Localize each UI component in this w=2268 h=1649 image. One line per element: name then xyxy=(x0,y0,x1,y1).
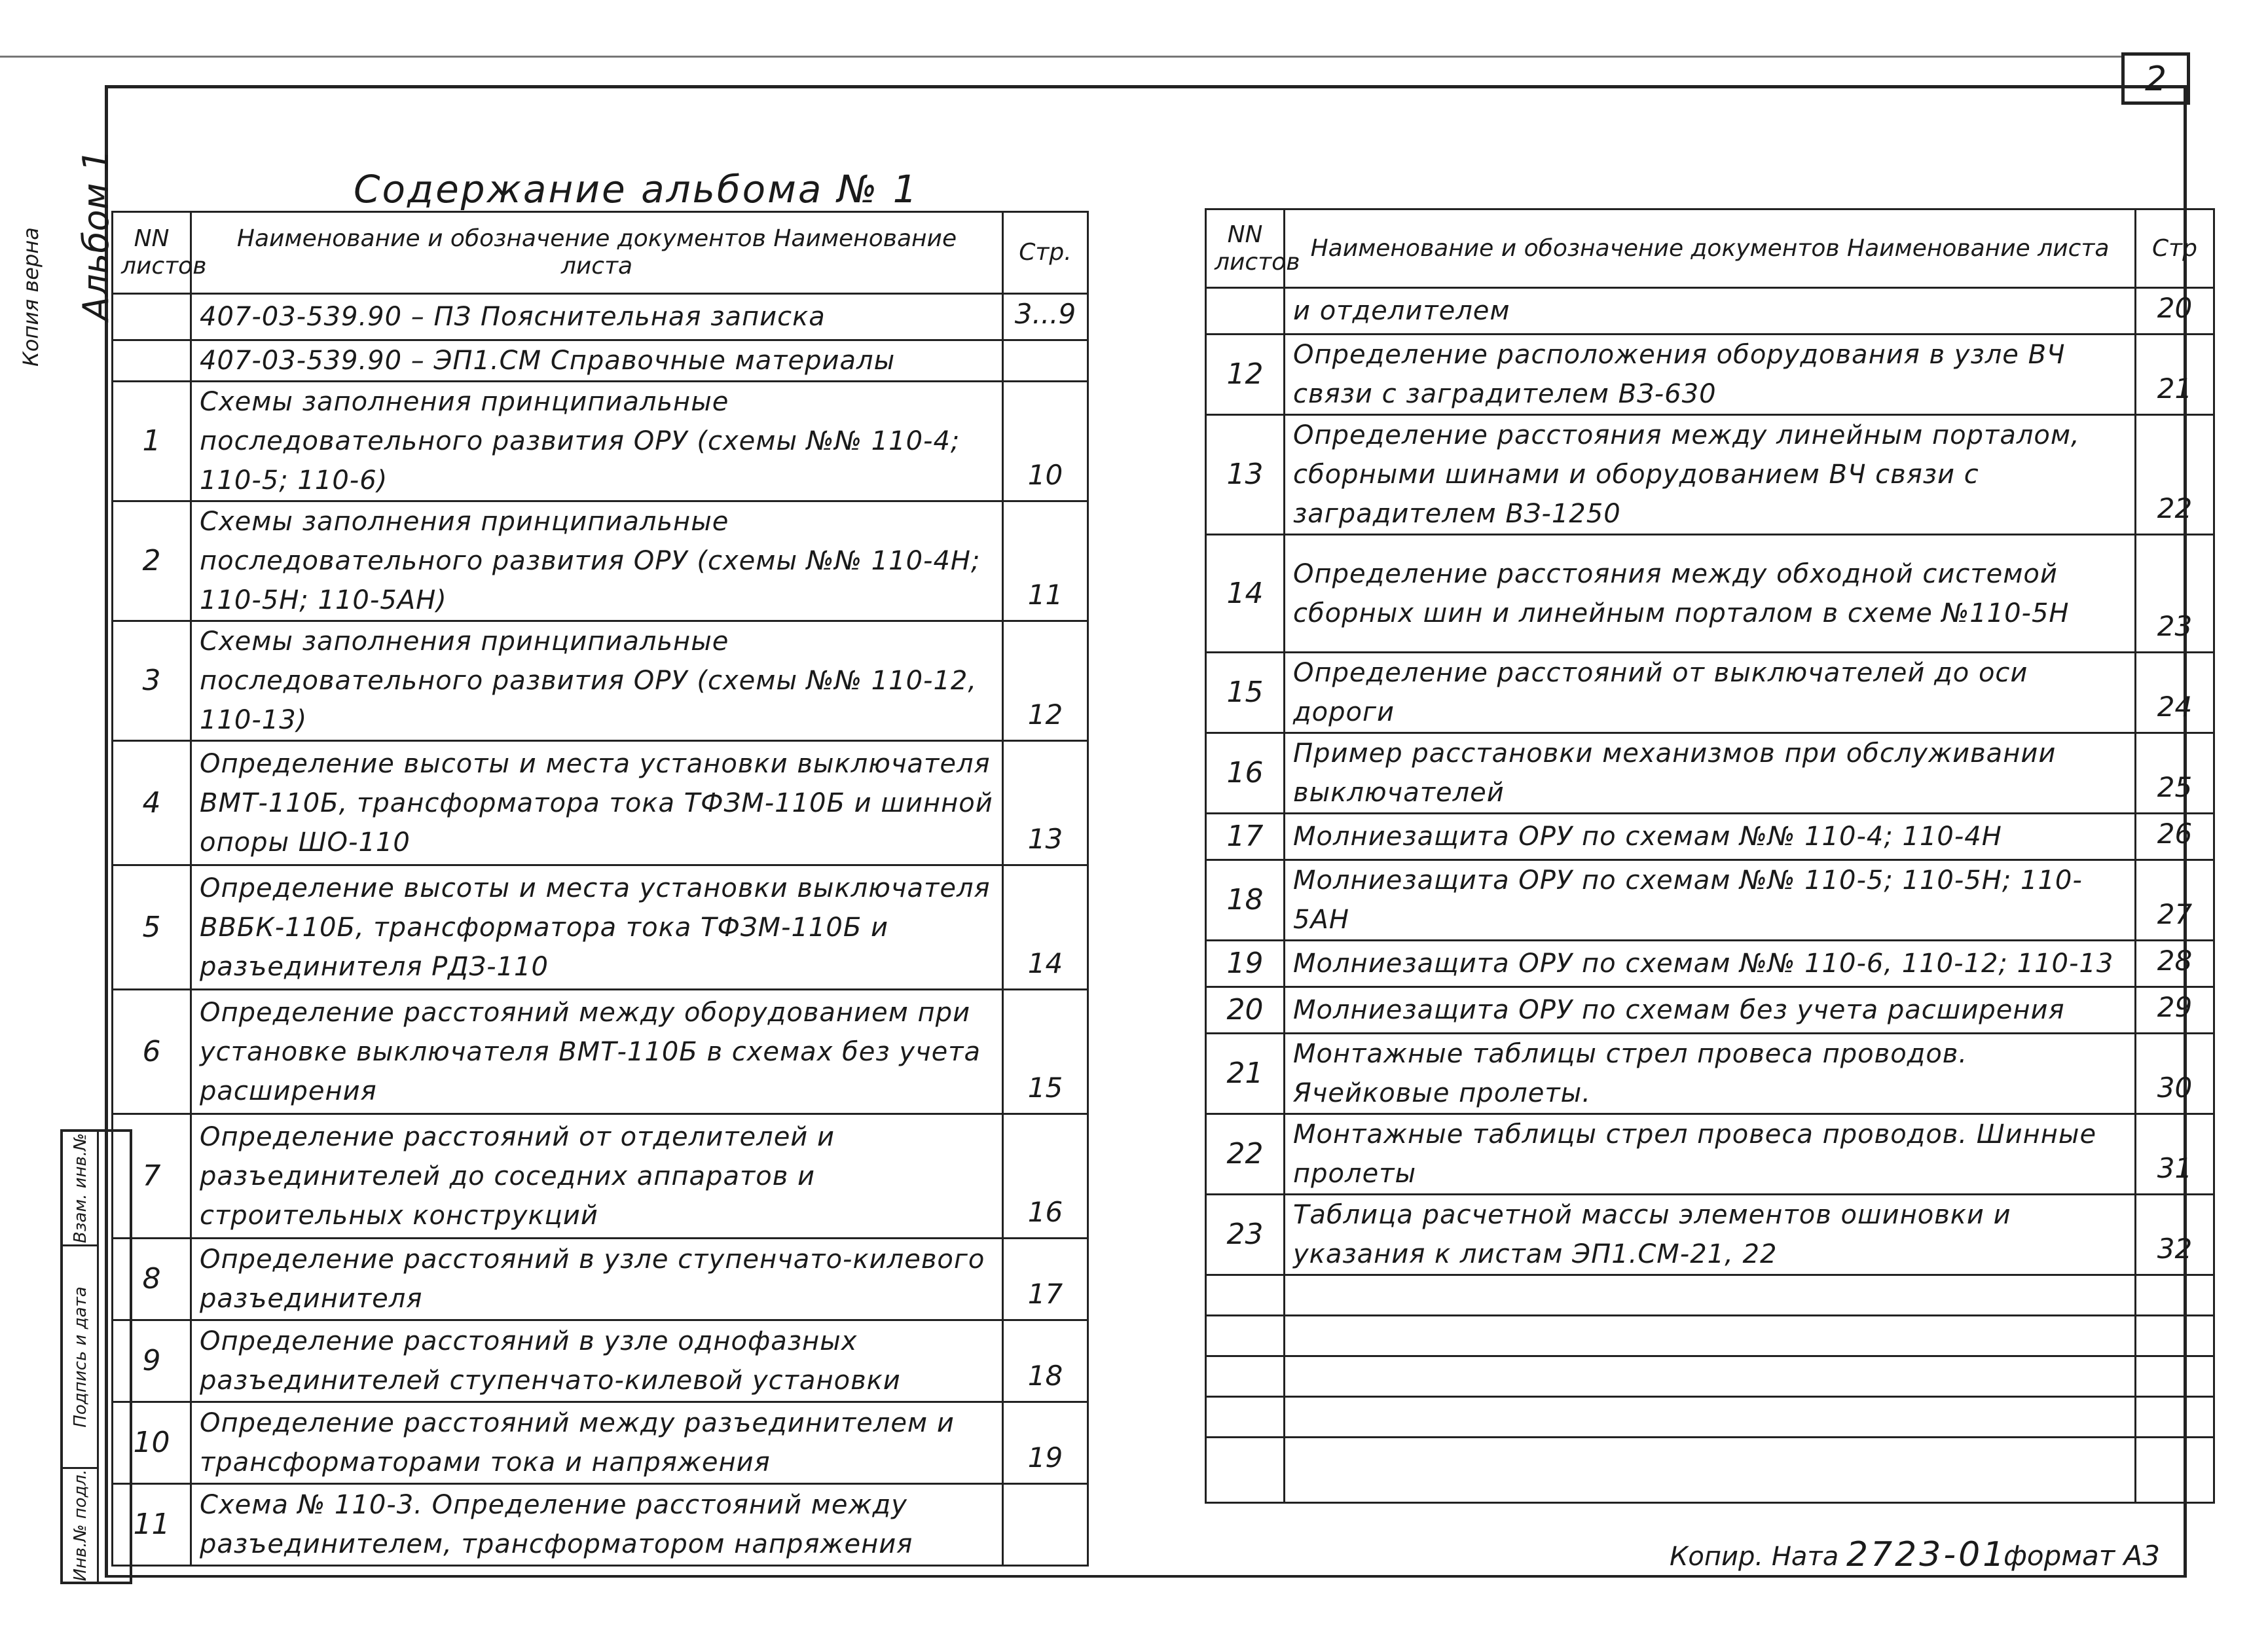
table-row xyxy=(1206,1438,2214,1503)
contents-table-right xyxy=(1205,208,2215,1504)
sheet-title xyxy=(1285,1397,2136,1438)
page-number-cell: 17 xyxy=(1003,1239,1088,1320)
page-number-cell: 12 xyxy=(1003,621,1088,741)
sheet-number xyxy=(113,294,191,340)
sheet-title xyxy=(1285,1356,2136,1397)
sheet-title: Определение расстояния между обходной системой сборных шин и линейным порталом в схеме №110-5Н xyxy=(1285,535,2136,653)
page-number-cell: 13 xyxy=(1003,741,1088,865)
table-row xyxy=(113,294,1088,340)
sheet-title: Определение расстояний от отделителей и разъединителей до соседних аппаратов и строительных конструкций xyxy=(191,1114,1003,1239)
sheet-number: 22 xyxy=(1206,1114,1285,1195)
stamp-cell-replace-inv: Взам. инв.№ xyxy=(63,1132,98,1246)
table-row xyxy=(113,340,1088,382)
page-number-cell: 3...9 xyxy=(1003,294,1088,340)
table-row xyxy=(1206,288,2214,335)
table-row xyxy=(113,382,1088,501)
sheet-number: 19 xyxy=(1206,941,1285,987)
page-number-cell: 18 xyxy=(1003,1320,1088,1402)
page-number-cell: 19 xyxy=(1003,1402,1088,1484)
sheet-title: Молниезащита ОРУ по схемам №№ 110-5; 110-5Н; 110-5АН xyxy=(1285,860,2136,941)
sheet-number: 20 xyxy=(1206,987,1285,1034)
sheet-number: 21 xyxy=(1206,1034,1285,1114)
sheet-title: Определение высоты и места установки выключателя ВМТ-110Б, трансформатора тока ТФЗМ-110Б и шинной опоры ШО-110 xyxy=(191,741,1003,865)
table-row xyxy=(113,1114,1088,1239)
sheet-title: Схемы заполнения принципиальные последовательного развития ОРУ (схемы №№ 110-4; 110-5; 110-6) xyxy=(191,382,1003,501)
table-row xyxy=(1206,1195,2214,1275)
table-row xyxy=(113,865,1088,990)
sheet-number: 5 xyxy=(113,865,191,990)
table-row xyxy=(113,1239,1088,1320)
table-row xyxy=(1206,415,2214,535)
page-number-cell xyxy=(2136,1356,2214,1397)
sheet-number: 14 xyxy=(1206,535,1285,653)
table-row xyxy=(1206,535,2214,653)
sheet-number: 7 xyxy=(113,1114,191,1239)
sheet-title: Молниезащита ОРУ по схемам №№ 110-4; 110-4Н xyxy=(1285,814,2136,860)
top-rule xyxy=(0,56,2121,58)
sheet-number xyxy=(1206,1356,1285,1397)
sheet-title: Пример расстановки механизмов при обслуживании выключателей xyxy=(1285,733,2136,814)
sheet-title: Таблица расчетной массы элементов ошиновки и указания к листам ЭП1.СМ-21, 22 xyxy=(1285,1195,2136,1275)
table-row xyxy=(113,741,1088,865)
table-row xyxy=(1206,1316,2214,1356)
stamp-cell-signature: Подпись и дата xyxy=(63,1246,98,1469)
album-label: Альбом 1 xyxy=(75,149,117,321)
page-number-cell: 28 xyxy=(2136,941,2214,987)
page-number-cell: 20 xyxy=(2136,288,2214,335)
sheet-number xyxy=(1206,1438,1285,1503)
page-title: Содержание альбома № 1 xyxy=(354,167,919,211)
sheet-title: Схемы заполнения принципиальные последовательного развития ОРУ (схемы №№ 110-12, 110-13) xyxy=(191,621,1003,741)
sheet-title: Определение расстояний от выключателей до оси дороги xyxy=(1285,653,2136,733)
table-row xyxy=(1206,1114,2214,1195)
sheet-number: 13 xyxy=(1206,415,1285,535)
header-page: Стр. xyxy=(1003,212,1088,294)
table-row xyxy=(1206,1034,2214,1114)
sheet-number: 15 xyxy=(1206,653,1285,733)
page-number-cell xyxy=(1003,340,1088,382)
document-number: 2723-01 xyxy=(1846,1535,2007,1574)
table-row xyxy=(1206,1275,2214,1316)
table-row xyxy=(1206,653,2214,733)
table-row xyxy=(113,990,1088,1114)
page-number-cell: 22 xyxy=(2136,415,2214,535)
page-number-cell: 21 xyxy=(2136,335,2214,415)
sheet-title: 407-03-539.90 – ПЗ Пояснительная записка xyxy=(191,294,1003,340)
sheet-title: Схема № 110-3. Определение расстояний между разъединителем, трансформатором напряжения xyxy=(191,1484,1003,1566)
page-number-cell xyxy=(2136,1397,2214,1438)
page-number-cell xyxy=(1003,1484,1088,1566)
sheet-title: и отделителем xyxy=(1285,288,2136,335)
header-sheet-num: NN листов xyxy=(1206,209,1285,288)
sheet-number: 6 xyxy=(113,990,191,1114)
page-number-cell: 27 xyxy=(2136,860,2214,941)
sheet-title: 407-03-539.90 – ЭП1.СМ Справочные материалы xyxy=(191,340,1003,382)
sheet-title: Молниезащита ОРУ по схемам №№ 110-6, 110-12; 110-13 xyxy=(1285,941,2136,987)
table-row xyxy=(1206,335,2214,415)
header-sheet-num: NN листов xyxy=(113,212,191,294)
sheet-title: Молниезащита ОРУ по схемам без учета расширения xyxy=(1285,987,2136,1034)
sheet-number xyxy=(1206,1397,1285,1438)
sheet-number: 18 xyxy=(1206,860,1285,941)
sheet-title xyxy=(1285,1438,2136,1503)
sheet-title: Определение расположения оборудования в узле ВЧ связи с заградителем ВЗ-630 xyxy=(1285,335,2136,415)
page-number-cell: 26 xyxy=(2136,814,2214,860)
paper-format: формат А3 xyxy=(2003,1540,2160,1572)
sheet-title xyxy=(1285,1275,2136,1316)
table-row xyxy=(113,501,1088,621)
page-number-cell xyxy=(2136,1438,2214,1503)
sheet-number: 4 xyxy=(113,741,191,865)
page-number-cell: 25 xyxy=(2136,733,2214,814)
table-row xyxy=(113,621,1088,741)
sheet-number xyxy=(1206,1316,1285,1356)
page-number-cell: 32 xyxy=(2136,1195,2214,1275)
sheet-number: 17 xyxy=(1206,814,1285,860)
sheet-title: Определение расстояний между оборудованием при установке выключателя ВМТ-110Б в схемах без учета расширения xyxy=(191,990,1003,1114)
page-number-cell xyxy=(2136,1275,2214,1316)
sheet-title: Определение расстояний в узле ступенчато-килевого разъединителя xyxy=(191,1239,1003,1320)
contents-table-left xyxy=(111,211,1089,1567)
sheet-number xyxy=(113,340,191,382)
sheet-number: 16 xyxy=(1206,733,1285,814)
sheet-number xyxy=(1206,1275,1285,1316)
page-number-cell: 23 xyxy=(2136,535,2214,653)
sheet-title: Определение расстояний между разъединителем и трансформаторами тока и напряжения xyxy=(191,1402,1003,1484)
page-number-cell: 31 xyxy=(2136,1114,2214,1195)
sheet-number xyxy=(1206,288,1285,335)
table-row xyxy=(1206,987,2214,1034)
sheet-title: Определение высоты и места установки выключателя ВВБК-110Б, трансформатора тока ТФЗМ-110Б и разъединителя РДЗ-110 xyxy=(191,865,1003,990)
stamp-cell-inv-orig: Инв.№ подл. xyxy=(71,1469,90,1582)
table-row xyxy=(1206,860,2214,941)
table-row xyxy=(1206,1356,2214,1397)
sheet-number: 2 xyxy=(113,501,191,621)
copied-by: Копир. Ната xyxy=(1670,1542,1839,1572)
sheet-number: 1 xyxy=(113,382,191,501)
sheet-title: Монтажные таблицы стрел провеса проводов. Шинные пролеты xyxy=(1285,1114,2136,1195)
copy-verified-label: Копия верна xyxy=(18,227,43,367)
table-row xyxy=(113,1320,1088,1402)
page-number-cell: 16 xyxy=(1003,1114,1088,1239)
page-number-cell: 30 xyxy=(2136,1034,2214,1114)
page-number-cell: 24 xyxy=(2136,653,2214,733)
sheet-title: Определение расстояний в узле однофазных разъединителей ступенчато-килевой установки xyxy=(191,1320,1003,1402)
sheet-number: 8 xyxy=(113,1239,191,1320)
page-number-cell: 14 xyxy=(1003,865,1088,990)
sheet-number: 11 xyxy=(113,1484,191,1566)
sheet-number: 23 xyxy=(1206,1195,1285,1275)
page-number-cell xyxy=(2136,1316,2214,1356)
sheet-title: Схемы заполнения принципиальные последовательного развития ОРУ (схемы №№ 110-4Н; 110-5Н; 110-5АН) xyxy=(191,501,1003,621)
table-row xyxy=(113,1402,1088,1484)
header-page: Стр xyxy=(2136,209,2214,288)
table-row xyxy=(1206,1397,2214,1438)
sheet-number: 10 xyxy=(113,1402,191,1484)
page-number-cell: 11 xyxy=(1003,501,1088,621)
sheet-number: 9 xyxy=(113,1320,191,1402)
table-row xyxy=(1206,733,2214,814)
page-number: 2 xyxy=(2121,52,2190,105)
sheet-title: Монтажные таблицы стрел провеса проводов. Ячейковые пролеты. xyxy=(1285,1034,2136,1114)
sheet-title xyxy=(1285,1316,2136,1356)
sheet-number: 3 xyxy=(113,621,191,741)
page-number-cell: 10 xyxy=(1003,382,1088,501)
sheet-number: 12 xyxy=(1206,335,1285,415)
header-document-name: Наименование и обозначение документов Наименование листа xyxy=(1285,209,2136,288)
sheet-title: Определение расстояния между линейным порталом, сборными шинами и оборудованием ВЧ связи с заградителем ВЗ-1250 xyxy=(1285,415,2136,535)
table-row xyxy=(113,1484,1088,1566)
page-number-cell: 15 xyxy=(1003,990,1088,1114)
table-row xyxy=(1206,941,2214,987)
header-document-name: Наименование и обозначение документов Наименование листа xyxy=(191,212,1003,294)
page-number-cell: 29 xyxy=(2136,987,2214,1034)
table-row xyxy=(1206,814,2214,860)
